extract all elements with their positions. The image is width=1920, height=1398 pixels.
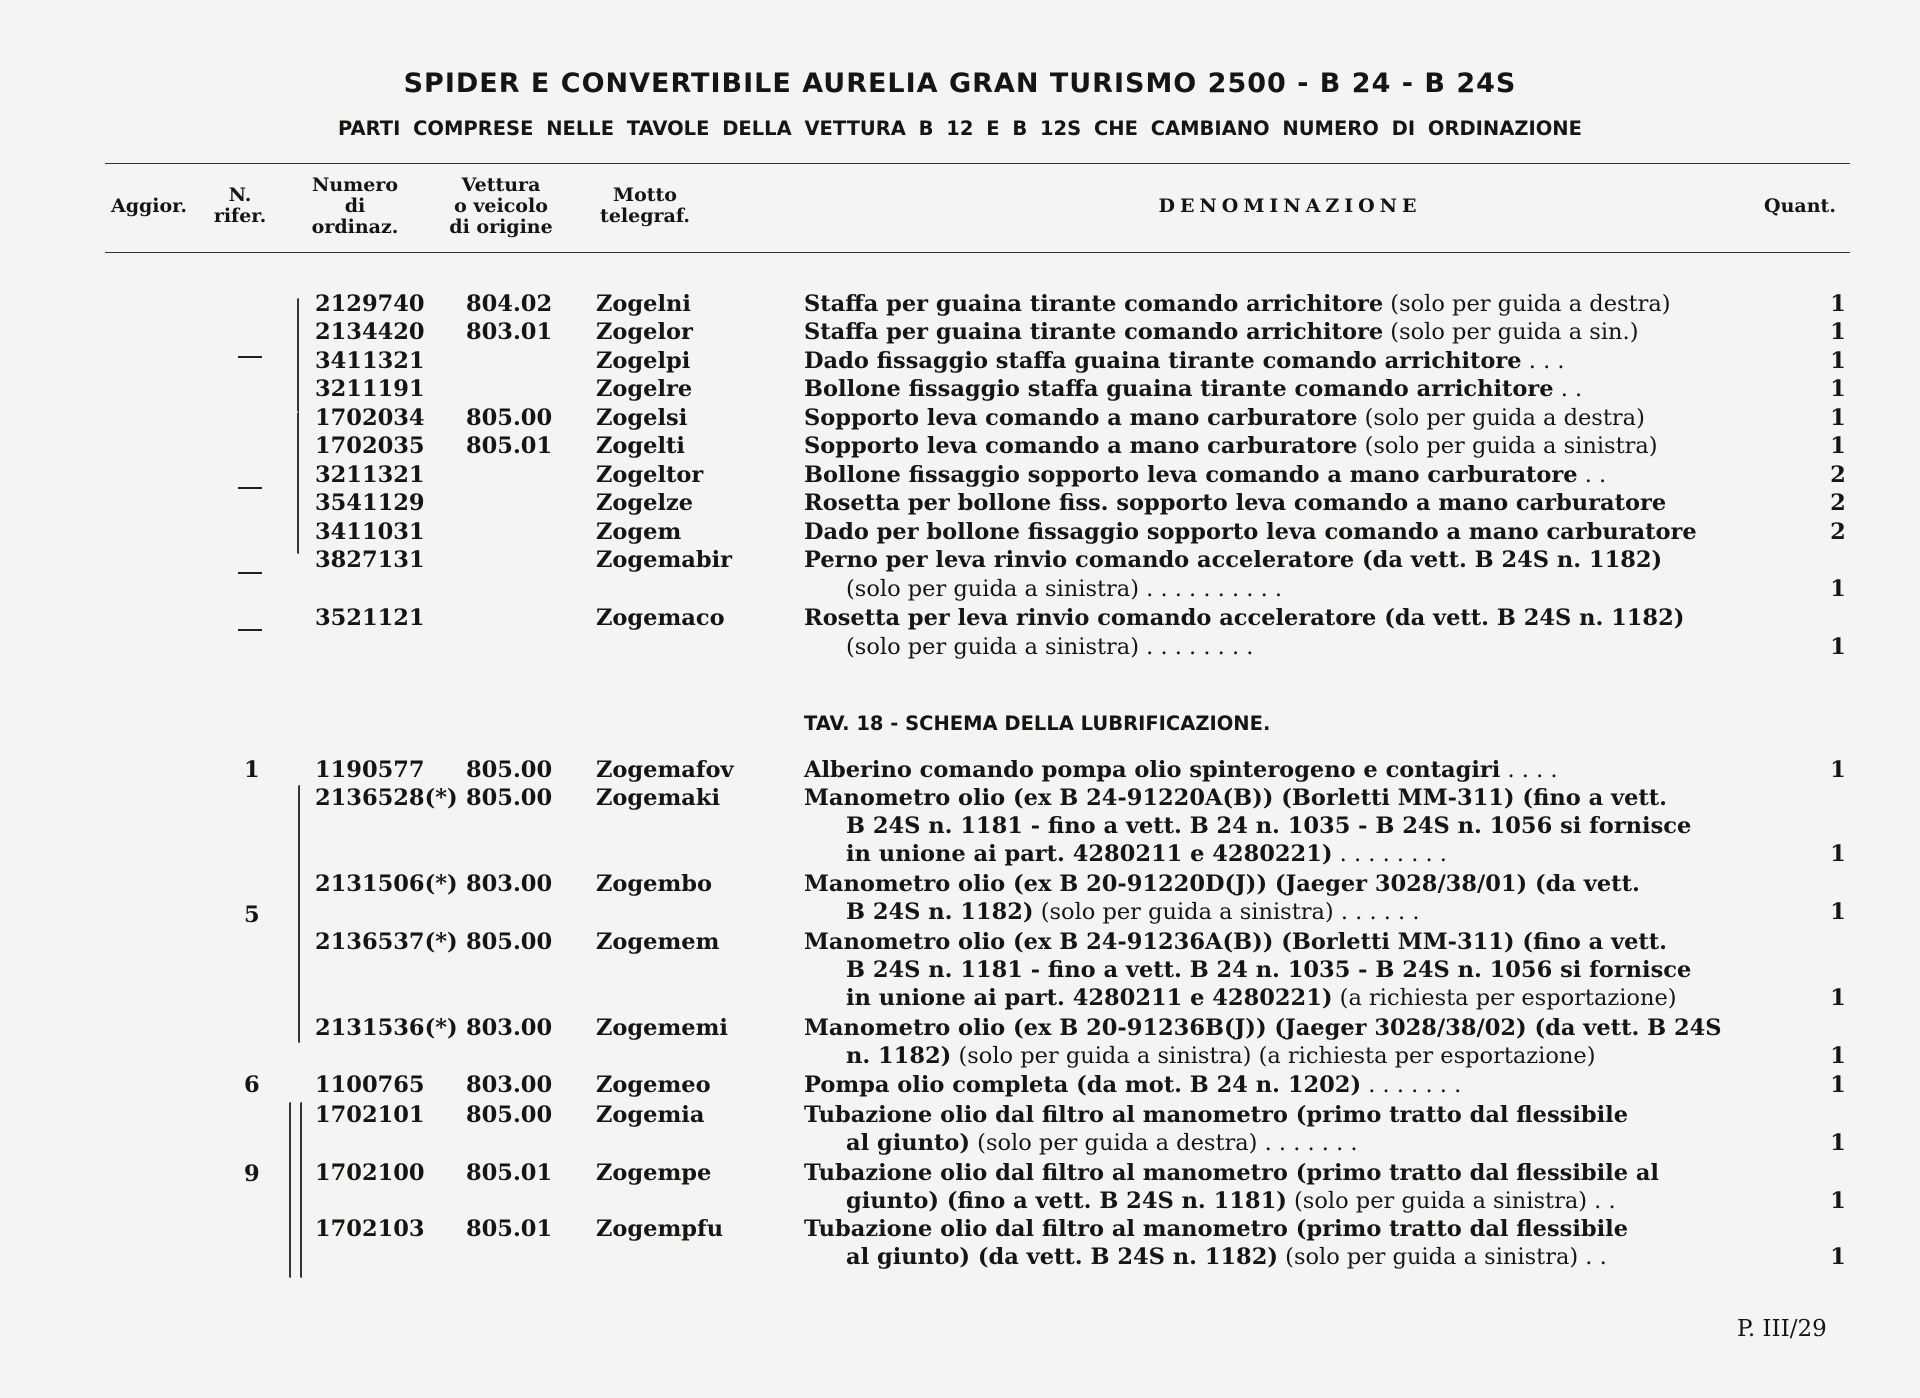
ref-dash-3 — [238, 572, 262, 574]
header-rule-top — [105, 163, 1850, 164]
telegraph-code: Zogembo — [596, 871, 713, 897]
part-description — [846, 1042, 1772, 1070]
part-number: 1702103 — [315, 1216, 425, 1242]
ref-dash-2 — [238, 487, 262, 489]
col-numero-2: di — [344, 195, 366, 217]
quantity: 1 — [1830, 899, 1846, 925]
part-description-note: . . . . — [1500, 757, 1558, 783]
part-description — [804, 375, 1772, 403]
col-nrifer-2: rifer. — [213, 205, 267, 227]
part-description — [804, 290, 1772, 318]
part-description-main: n. 1182) — [846, 1043, 952, 1069]
part-description-main: Manometro olio (ex B 24-91220A(B)) (Borletti MM-311) (fino a vett. — [804, 785, 1668, 811]
col-aggior: Aggior. — [110, 195, 188, 217]
telegraph-code: Zogeltor — [596, 462, 704, 488]
col-denominazione: DENOMINAZIONE — [1158, 195, 1422, 217]
part-description — [846, 1187, 1772, 1215]
part-description — [804, 461, 1772, 489]
part-description — [846, 812, 1772, 840]
part-description-main: Tubazione olio dal filtro al manometro (primo tratto dal flessibile — [804, 1102, 1629, 1128]
telegraph-code: Zogelsi — [596, 405, 688, 431]
part-number: 2129740 — [315, 291, 425, 317]
telegraph-code: Zogelpi — [596, 348, 691, 374]
part-number: 3827131 — [315, 547, 425, 573]
telegraph-code: Zogempe — [596, 1160, 712, 1186]
quantity: 2 — [1830, 490, 1846, 516]
telegraph-code: Zogelni — [596, 291, 691, 317]
part-description — [846, 575, 1772, 603]
quantity: 1 — [1830, 348, 1846, 374]
part-description — [804, 1159, 1772, 1187]
part-description — [804, 489, 1772, 517]
part-description — [846, 956, 1772, 984]
part-description-main: B 24S n. 1181 - fino a vett. B 24 n. 1035 - B 24S n. 1056 si fornisce — [846, 957, 1692, 983]
telegraph-code: Zogempfu — [596, 1216, 724, 1242]
part-description-main: in unione ai part. 4280211 e 4280221) — [846, 985, 1333, 1011]
part-number: 1702035 — [315, 433, 425, 459]
part-description-main: Manometro olio (ex B 20-91220D(J)) (Jaeger 3028/38/01) (da vett. — [804, 871, 1640, 897]
part-number: 3411321 — [315, 348, 425, 374]
vehicle-code: 805.00 — [466, 405, 553, 431]
quantity: 2 — [1830, 462, 1846, 488]
part-description — [846, 984, 1772, 1012]
ref-number-6: 6 — [244, 1072, 260, 1098]
group-brace-2 — [297, 412, 299, 554]
quantity: 2 — [1830, 519, 1846, 545]
part-description-main: Perno per leva rinvio comando acceleratore (da vett. B 24S n. 1182) — [804, 547, 1663, 573]
telegraph-code: Zogemafov — [596, 757, 734, 783]
part-number: 3521121 — [315, 605, 425, 631]
group-brace-1 — [297, 298, 299, 412]
part-description-main: al giunto) — [846, 1130, 971, 1156]
part-description-note: (solo per guida a sinistra) — [1357, 433, 1658, 459]
part-number: 1100765 — [315, 1072, 425, 1098]
part-description — [804, 1071, 1772, 1099]
part-number: 1702101 — [315, 1102, 425, 1128]
part-description-main: Staffa per guaina tirante comando arrichitore — [804, 319, 1384, 345]
quantity: 1 — [1830, 1130, 1846, 1156]
quantity: 1 — [1830, 1072, 1846, 1098]
part-description-main: Dado per bollone fissaggio sopporto leva comando a mano carburatore — [804, 519, 1697, 545]
quantity: 1 — [1830, 1043, 1846, 1069]
quantity: 1 — [1830, 1244, 1846, 1270]
part-description — [804, 870, 1772, 898]
col-motto-2: telegraf. — [600, 205, 690, 227]
quantity: 1 — [1830, 576, 1846, 602]
part-description-note: (solo per guida a sinistra) . . — [1278, 1244, 1607, 1270]
quantity: 1 — [1830, 1188, 1846, 1214]
telegraph-code: Zogelti — [596, 433, 685, 459]
part-number: 3211191 — [315, 376, 425, 402]
part-number: 2131536(*) — [315, 1015, 458, 1041]
part-description-main: al giunto) (da vett. B 24S n. 1182) — [846, 1244, 1279, 1270]
part-description — [804, 1014, 1772, 1042]
part-description — [804, 546, 1772, 574]
quantity: 1 — [1830, 634, 1846, 660]
part-description-main: Manometro olio (ex B 24-91236A(B)) (Borletti MM-311) (fino a vett. — [804, 929, 1668, 955]
vehicle-code: 803.01 — [466, 319, 553, 345]
part-description-note: (solo per guida a sinistra) . . . . . . . . . . — [846, 576, 1283, 602]
quantity: 1 — [1830, 841, 1846, 867]
vehicle-code: 805.00 — [466, 929, 553, 955]
telegraph-code: Zogem — [596, 519, 682, 545]
telegraph-code: Zogemaco — [596, 605, 725, 631]
part-description-main: Manometro olio (ex B 20-91236B(J)) (Jaeger 3028/38/02) (da vett. B 24S — [804, 1015, 1722, 1041]
ref-number-1: 1 — [244, 757, 260, 783]
telegraph-code: Zogemabir — [596, 547, 732, 573]
col-vettura — [436, 175, 566, 238]
part-description-note: . . . . . . . . — [1332, 841, 1447, 867]
part-description-note: (solo per guida a destra) — [1383, 291, 1671, 317]
part-description — [846, 1243, 1772, 1271]
part-description — [804, 1215, 1772, 1243]
part-description-main: Tubazione olio dal filtro al manometro (primo tratto dal flessibile al — [804, 1160, 1659, 1186]
part-description-main: Rosetta per bollone fiss. sopporto leva comando a mano carburatore — [804, 490, 1667, 516]
col-nrifer — [210, 185, 270, 227]
vehicle-code: 804.02 — [466, 291, 553, 317]
part-number: 3541129 — [315, 490, 425, 516]
vehicle-code: 805.01 — [466, 1216, 553, 1242]
part-number: 2136537(*) — [315, 929, 458, 955]
telegraph-code: Zogemaki — [596, 785, 721, 811]
col-numero — [295, 175, 415, 238]
vehicle-code: 803.00 — [466, 1015, 553, 1041]
part-description — [846, 1129, 1772, 1157]
part-description-main: Pompa olio completa (da mot. B 24 n. 1202) — [804, 1072, 1362, 1098]
quantity: 1 — [1830, 405, 1846, 431]
group-brace-5 — [300, 1102, 302, 1278]
part-number: 1702100 — [315, 1160, 425, 1186]
col-motto — [590, 185, 700, 227]
col-vettura-1: Vettura — [461, 174, 541, 196]
part-description-main: B 24S n. 1181 - fino a vett. B 24 n. 1035 - B 24S n. 1056 si fornisce — [846, 813, 1692, 839]
page-number: P. III/29 — [1737, 1316, 1827, 1342]
part-number: 2131506(*) — [315, 871, 458, 897]
quantity: 1 — [1830, 376, 1846, 402]
part-number: 3211321 — [315, 462, 425, 488]
part-description — [804, 756, 1772, 784]
part-description-note: . . . — [1521, 348, 1565, 374]
header-rule-bottom — [105, 252, 1850, 253]
ref-number-9: 9 — [244, 1161, 260, 1187]
col-motto-1: Motto — [613, 184, 677, 206]
part-description — [804, 1101, 1772, 1129]
part-description-main: Sopporto leva comando a mano carburatore — [804, 405, 1358, 431]
part-description — [804, 928, 1772, 956]
part-description-main: Bollone fissaggio staffa guaina tirante comando arrichitore — [804, 376, 1554, 402]
quantity: 1 — [1830, 319, 1846, 345]
part-description-main: Alberino comando pompa olio spinterogeno e contagiri — [804, 757, 1501, 783]
part-number: 3411031 — [315, 519, 425, 545]
part-description-note: (solo per guida a sin.) — [1383, 319, 1639, 345]
part-description — [804, 518, 1772, 546]
telegraph-code: Zogemia — [596, 1102, 705, 1128]
col-quant: Quant. — [1764, 195, 1836, 217]
telegraph-code: Zogelze — [596, 490, 694, 516]
group-brace-4 — [289, 1102, 291, 1278]
telegraph-code: Zogememi — [596, 1015, 728, 1041]
part-description-note: (a richiesta per esportazione) — [1332, 985, 1677, 1011]
section-title: TAV. 18 - SCHEMA DELLA LUBRIFICAZIONE. — [804, 712, 1271, 735]
part-description-main: B 24S n. 1182) — [846, 899, 1034, 925]
part-description-note: (solo per guida a sinistra) . . . . . . — [1033, 899, 1420, 925]
part-description — [846, 840, 1772, 868]
part-description — [846, 633, 1772, 661]
part-description-main: in unione ai part. 4280211 e 4280221) — [846, 841, 1333, 867]
telegraph-code: Zogemeo — [596, 1072, 711, 1098]
part-description-note: (solo per guida a sinistra) (a richiesta per esportazione) — [951, 1043, 1596, 1069]
part-number: 1702034 — [315, 405, 425, 431]
quantity: 1 — [1830, 433, 1846, 459]
page-subtitle: PARTI COMPRESE NELLE TAVOLE DELLA VETTURA B 12 E B 12S CHE CAMBIANO NUMERO DI ORDINAZIONE — [338, 117, 1582, 140]
part-description-main: Dado fissaggio staffa guaina tirante comando arrichitore — [804, 348, 1522, 374]
part-number: 1190577 — [315, 757, 425, 783]
part-description-main: Tubazione olio dal filtro al manometro (primo tratto dal flessibile — [804, 1216, 1629, 1242]
part-description-note: . . — [1553, 376, 1583, 402]
col-numero-3: ordinaz. — [311, 216, 399, 238]
telegraph-code: Zogelre — [596, 376, 693, 402]
quantity: 1 — [1830, 985, 1846, 1011]
vehicle-code: 803.00 — [466, 871, 553, 897]
part-description — [804, 604, 1772, 632]
telegraph-code: Zogelor — [596, 319, 693, 345]
vehicle-code: 805.00 — [466, 785, 553, 811]
part-description — [846, 898, 1772, 926]
ref-number-5: 5 — [244, 902, 260, 928]
part-description-note: . . . . . . . — [1361, 1072, 1462, 1098]
ref-dash-4 — [238, 629, 262, 631]
part-description-note: (solo per guida a destra) . . . . . . . — [970, 1130, 1358, 1156]
col-vettura-3: di origine — [449, 216, 553, 238]
quantity: 1 — [1830, 757, 1846, 783]
part-description-note: (solo per guida a sinistra) . . — [1286, 1188, 1616, 1214]
part-description-main: Sopporto leva comando a mano carburatore — [804, 433, 1358, 459]
part-description-note: (solo per guida a sinistra) . . . . . . . . — [846, 634, 1254, 660]
part-description — [804, 318, 1772, 346]
part-description-main: giunto) (fino a vett. B 24S n. 1181) — [846, 1188, 1287, 1214]
group-brace-3 — [298, 785, 300, 1043]
col-vettura-2: o veicolo — [454, 195, 548, 217]
part-description-note: . . — [1577, 462, 1607, 488]
vehicle-code: 805.00 — [466, 1102, 553, 1128]
part-description — [804, 404, 1772, 432]
vehicle-code: 805.00 — [466, 757, 553, 783]
telegraph-code: Zogemem — [596, 929, 720, 955]
col-numero-1: Numero — [311, 174, 399, 196]
ref-dash-1 — [238, 356, 262, 358]
quantity: 1 — [1830, 291, 1846, 317]
part-description-note: (solo per guida a destra) — [1357, 405, 1645, 431]
page-title: SPIDER E CONVERTIBILE AURELIA GRAN TURISMO 2500 - B 24 - B 24S — [403, 68, 1517, 99]
part-number: 2136528(*) — [315, 785, 458, 811]
part-description — [804, 347, 1772, 375]
col-nrifer-1: N. — [228, 184, 252, 206]
vehicle-code: 805.01 — [466, 1160, 553, 1186]
part-description-main: Rosetta per leva rinvio comando acceleratore (da vett. B 24S n. 1182) — [804, 605, 1685, 631]
part-description — [804, 432, 1772, 460]
vehicle-code: 803.00 — [466, 1072, 553, 1098]
part-description-main: Bollone fissaggio sopporto leva comando a mano carburatore — [804, 462, 1578, 488]
part-description-main: Staffa per guaina tirante comando arrichitore — [804, 291, 1384, 317]
part-number: 2134420 — [315, 319, 425, 345]
part-description — [804, 784, 1772, 812]
vehicle-code: 805.01 — [466, 433, 553, 459]
